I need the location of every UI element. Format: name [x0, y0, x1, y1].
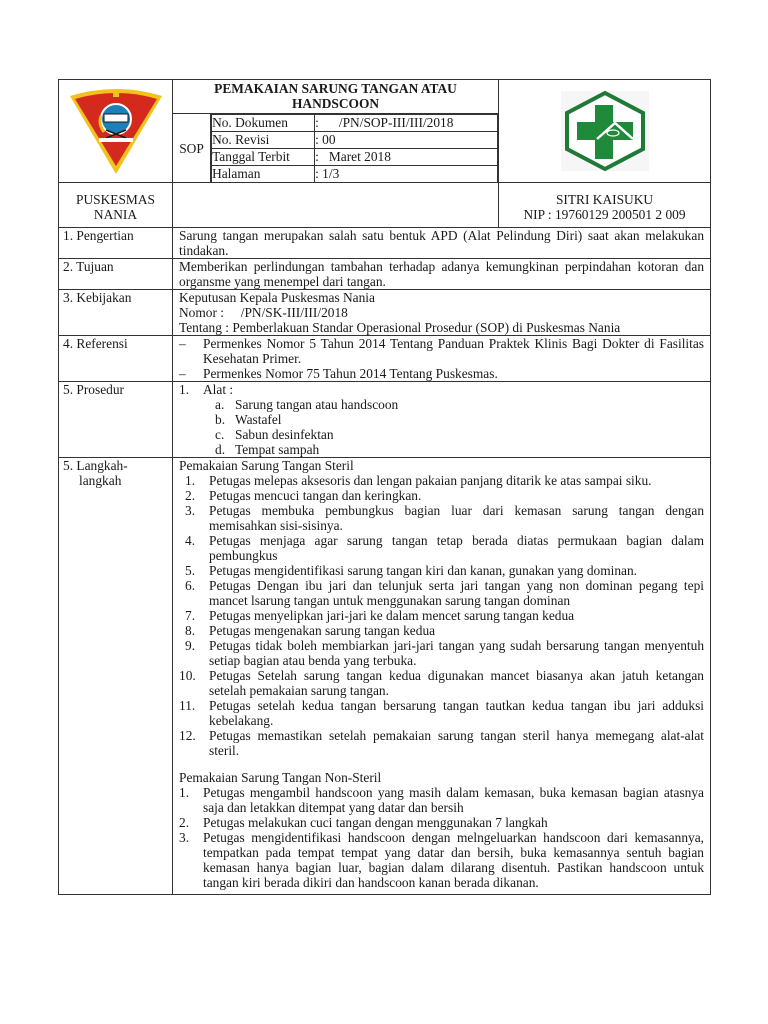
list-item: 1. Petugas melepas aksesoris dan lengan pakaian panjang ditarik ke atas sampai siku.	[185, 473, 652, 488]
list-item: 11. Petugas setelah kedua tangan bersarung tangan tautkan kedua tangan ibu jari adduksi kebelakang.	[179, 698, 705, 728]
row-label-line-2: langkah	[79, 473, 122, 488]
sop-table	[58, 79, 711, 895]
document-meta-table	[211, 114, 498, 182]
sop-label	[173, 114, 211, 182]
list-item: 3. Petugas mengidentifikasi handscoon dengan melngeluarkan handscoon dari kemasannya, tempatkan pada tempat tempat yang datar dan bersih, buka kemasannya sentuh bagian kemasan hanya bagian luar, bagian dalam dilarang disentuh. Pastikan handscoon untuk tangan kiri berada dikiri dan handscoon kanan berada dikanan.	[179, 830, 705, 890]
list-item: – Permenkes Nomor 5 Tahun 2014 Tentang Panduan Praktek Klinis Bagi Dokter di Fasilitas Kesehatan Primer.	[179, 336, 705, 366]
meta-value: : Maret 2018	[315, 149, 498, 166]
row-content	[173, 290, 711, 336]
row-label: 4. Referensi	[59, 336, 173, 382]
title-and-meta-cell	[173, 80, 499, 183]
non-sterile-steps-list	[179, 785, 704, 890]
list-item: b. Wastafel	[215, 412, 282, 427]
list-item: – Permenkes Nomor 75 Tahun 2014 Tentang Puskesmas.	[179, 366, 498, 381]
row-content	[173, 336, 711, 382]
left-logo-cell	[59, 80, 173, 183]
policy-line: Tentang : Pemberlakuan Standar Operasional Prosedur (SOP) di Puskesmas Nania	[179, 320, 621, 335]
row-langkah	[59, 458, 711, 895]
list-item: 9. Petugas tidak boleh membiarkan jari-jari tangan yang sudah bersarung tangan menyentuh setiap bagian atau benda yang terbuka.	[185, 638, 705, 668]
list-item: 10. Petugas Setelah sarung tangan kedua digunakan mancet biasanya akan jatuh ketangan setelah pemakaian sarung tangan.	[179, 668, 705, 698]
meta-value: : 1/3	[315, 166, 498, 183]
list-item: d. Tempat sampah	[215, 442, 320, 457]
org-name-cell	[59, 183, 173, 228]
row-label: 1. Pengertian	[59, 228, 173, 259]
row-content: Sarung tangan merupakan salah satu bentuk APD (Alat Pelindung Diri) saat akan melakukan tindakan.	[173, 228, 711, 259]
signer-name: SITRI KAISUKU	[555, 192, 654, 207]
list-item: 1. Petugas mengambil handscoon yang masih dalam kemasan, buka kemasan bagian atasnya saja dan letakkan ditempat yang datar dan bersih	[179, 785, 705, 815]
row-prosedur	[59, 382, 711, 458]
meta-key: Tanggal Terbit	[212, 149, 315, 166]
row-pengertian	[59, 228, 711, 259]
document-title	[173, 80, 498, 114]
meta-value: : /PN/SOP-III/III/2018	[315, 115, 498, 132]
signer-cell	[499, 183, 711, 228]
sterile-subheading: Pemakaian Sarung Tangan Steril	[179, 458, 354, 473]
meta-value: : 00	[315, 132, 498, 149]
row-label: 5. Prosedur	[59, 382, 173, 458]
row-label-line-1: 5. Langkah-	[63, 458, 128, 473]
right-logo-cell	[499, 80, 711, 183]
equipment-list	[179, 397, 704, 457]
meta-key: No. Dokumen	[212, 115, 315, 132]
row-label: 3. Kebijakan	[59, 290, 173, 336]
row-content	[173, 458, 711, 895]
org-name-line-1: PUSKESMAS	[76, 192, 155, 207]
list-item: 7. Petugas menyelipkan jari-jari ke dalam mencet sarung tangan kedua	[185, 608, 575, 623]
list-item: 3. Petugas membuka pembungkus bagian luar dari kemasan sarung tangan dengan memisahkan sisi-sisinya.	[185, 503, 705, 533]
row-content: Memberikan perlindungan tambahan terhadap adanya kemungkinan perpindahan kotoran dan organsme yang menempel dari tangan.	[173, 259, 711, 290]
empty-header-cell	[173, 183, 499, 228]
list-item: 2. Petugas mencuci tangan dan keringkan.	[185, 488, 422, 503]
list-item: 2. Petugas melakukan cuci tangan dengan menggunakan 7 langkah	[179, 815, 548, 830]
regional-emblem-icon	[59, 86, 172, 176]
meta-key: No. Revisi	[212, 132, 315, 149]
sop-label-text: SOP	[179, 140, 204, 156]
reference-list	[179, 336, 704, 381]
meta-row-revision	[212, 132, 498, 149]
meta-row-page	[212, 166, 498, 183]
meta-key: Halaman	[212, 166, 315, 183]
list-item: 8. Petugas mengenakan sarung tangan kedua	[185, 623, 436, 638]
sterile-steps-list	[179, 473, 704, 758]
non-sterile-subheading: Pemakaian Sarung Tangan Non-Steril	[179, 770, 382, 785]
equipment-heading	[179, 382, 704, 397]
row-kebijakan	[59, 290, 711, 336]
list-item: 6. Petugas Dengan ibu jari dan telunjuk serta jari tangan yang non dominan pegang tepi mancet lsarung tangan untuk menggunakan sarung tangan dominan	[185, 578, 705, 608]
list-item: 5. Petugas mengidentifikasi sarung tangan kiri dan kanan, gunakan yang dominan.	[185, 563, 638, 578]
policy-line: Keputusan Kepala Puskesmas Nania	[179, 290, 375, 305]
row-label	[59, 458, 173, 895]
row-referensi	[59, 336, 711, 382]
signer-nip: NIP : 19760129 200501 2 009	[523, 207, 686, 222]
list-item: c. Sabun desinfektan	[215, 427, 334, 442]
title-line-2: HANDSCOON	[291, 96, 380, 111]
puskesmas-green-cross-icon	[499, 87, 710, 175]
sop-document	[58, 79, 710, 895]
meta-row-doc-number	[212, 115, 498, 132]
org-name-line-2: NANIA	[93, 207, 138, 222]
list-item: 12. Petugas memastikan setelah pemakaian sarung tangan steril hanya memegang alat-alat steril.	[179, 728, 705, 758]
row-label: 2. Tujuan	[59, 259, 173, 290]
list-item: a. Sarung tangan atau handscoon	[215, 397, 399, 412]
policy-line: Nomor : /PN/SK-III/III/2018	[179, 305, 348, 320]
title-line-1: PEMAKAIAN SARUNG TANGAN ATAU	[214, 81, 457, 96]
list-item: 1. Alat :	[179, 382, 234, 397]
meta-row-issue-date	[212, 149, 498, 166]
row-content	[173, 382, 711, 458]
list-item: 4. Petugas menjaga agar sarung tangan tetap berada diatas permukaan bagian dalam pembungkus	[185, 533, 705, 563]
row-tujuan	[59, 259, 711, 290]
